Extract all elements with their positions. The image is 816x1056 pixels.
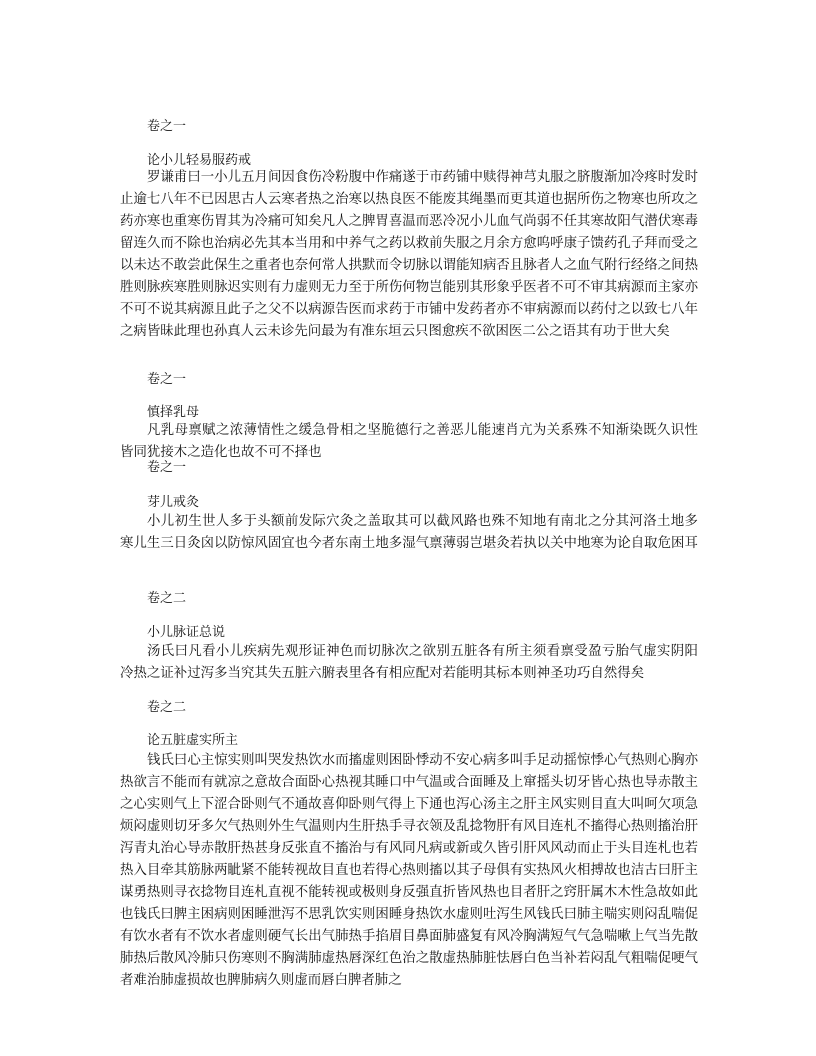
section-title: 芽儿戒灸 [147, 495, 200, 510]
section-title: 论小儿轻易服药戒 [147, 153, 252, 168]
section-body: 凡乳母禀赋之浓薄情性之缓急骨相之坚脆德行之善恶儿能速肖亢为关系殊不知渐染既久识性皆同犹接木之造化也故不可不择也 [120, 423, 698, 460]
section-title: 小儿脉证总说 [147, 625, 226, 640]
section-body: 小儿初生世人多于头额前发际穴灸之盖取其可以截风路也殊不知地有南北之分其河洛土地多寒儿生三日灸囟以防惊风固宜也今者东南土地多湿气禀薄弱岂堪灸若执以关中地寒为论自取危困耳 [120, 514, 698, 551]
section-body: 钱氏曰心主惊实则叫哭发热饮水而搐虚则困卧悸动不安心病多叫手足动摇惊悸心气热则心胸亦热欲言不能而有就凉之意故合面卧心热视其睡口中气温或合面睡及上窜摇头切牙皆心热也导赤散主之心实则气上下涩合卧则气不通故喜仰卧则气得上下通也泻心汤主之肝主风实则目直大叫呵欠项急烦闷虚则切牙多欠气热则外生气温则内生肝热手寻衣领及乱捻物肝有风目连札不搐得心热则搐治肝泻青丸治心导赤散肝热甚身反张直不搐治与有风同凡病或新或久皆引肝风风动而止于头目连札也若热入目牵其筋脉两眦紧不能转视故目直也若得心热则搐以其子母俱有实热风火相搏故也洁古曰肝主谋勇热则寻衣捻物目连札直视不能转视或极则身反强直折皆风热也目者肝之窍肝属木木性急故如此也钱氏曰脾主困病则困睡泄泻不思乳饮实则困睡身热饮水虚则吐泻生风钱氏曰肺主喘实则闷乱喘促有饮水者有不饮水者虚则硬气长出气肺热手掐眉目鼻面肺盛复有风冷胸满短气气急喘嗽上气当先散肺热后散风冷肺只伤寒则不胸满肺虚热唇深红色治之散虚热肺脏怯唇白色当补若闷乱气粗喘促哽气者难治肺虚损故也脾肺病久则虚而唇白脾者肺之 [120, 753, 698, 988]
volume-heading: 卷之一 [147, 460, 187, 475]
section-title: 慎择乳母 [147, 405, 200, 420]
volume-heading: 卷之二 [147, 591, 187, 606]
section-body: 汤氏曰凡看小儿疾病先观形证神色而切脉次之欲别五脏各有所主须看禀受盈亏胎气虚实阴阳冷热之证补过泻多当究其失五脏六腑表里各有相应配对若能明其标本则神圣功巧自然得矣 [120, 644, 698, 681]
section-body: 罗谦甫曰一小儿五月间因食伤冷粉腹中作痛遂于市药铺中赎得神芎丸服之脐腹渐加冷疼时发时止逾七八年不已因思古人云寒者热之治寒以热良医不能废其绳墨而更其道也据所伤之物寒也所攻之药亦寒也重寒伤胃其为冷痛可知矣凡人之脾胃喜温而恶冷况小儿血气尚弱不任其寒故阳气潜伏寒毒留连久而不除也治病必先其本当用和中养气之药以救前失服之月余方愈呜呼康子馈药孔子拜而受之以未达不敢尝此保生之重者也奈何常人拱默而令切脉以谓能知病否且脉者人之血气附行经络之间热胜则脉疾寒胜则脉迟实则有力虚则无力至于所伤何物岂能别其形象乎医者不可不审其病源而主家亦不可不说其病源且此子之父不以病源告医而求药于市铺中发药者亦不审病源而以药付之以致七八年之病皆昧此理也孙真人云未诊先问最为有准东垣云只图愈疾不欲困医二公之语其有功于世大矣 [120, 170, 698, 339]
volume-heading: 卷之一 [147, 119, 187, 134]
volume-heading: 卷之二 [147, 700, 187, 715]
section-title: 论五脏虚实所主 [147, 733, 239, 748]
volume-heading: 卷之一 [147, 372, 187, 387]
